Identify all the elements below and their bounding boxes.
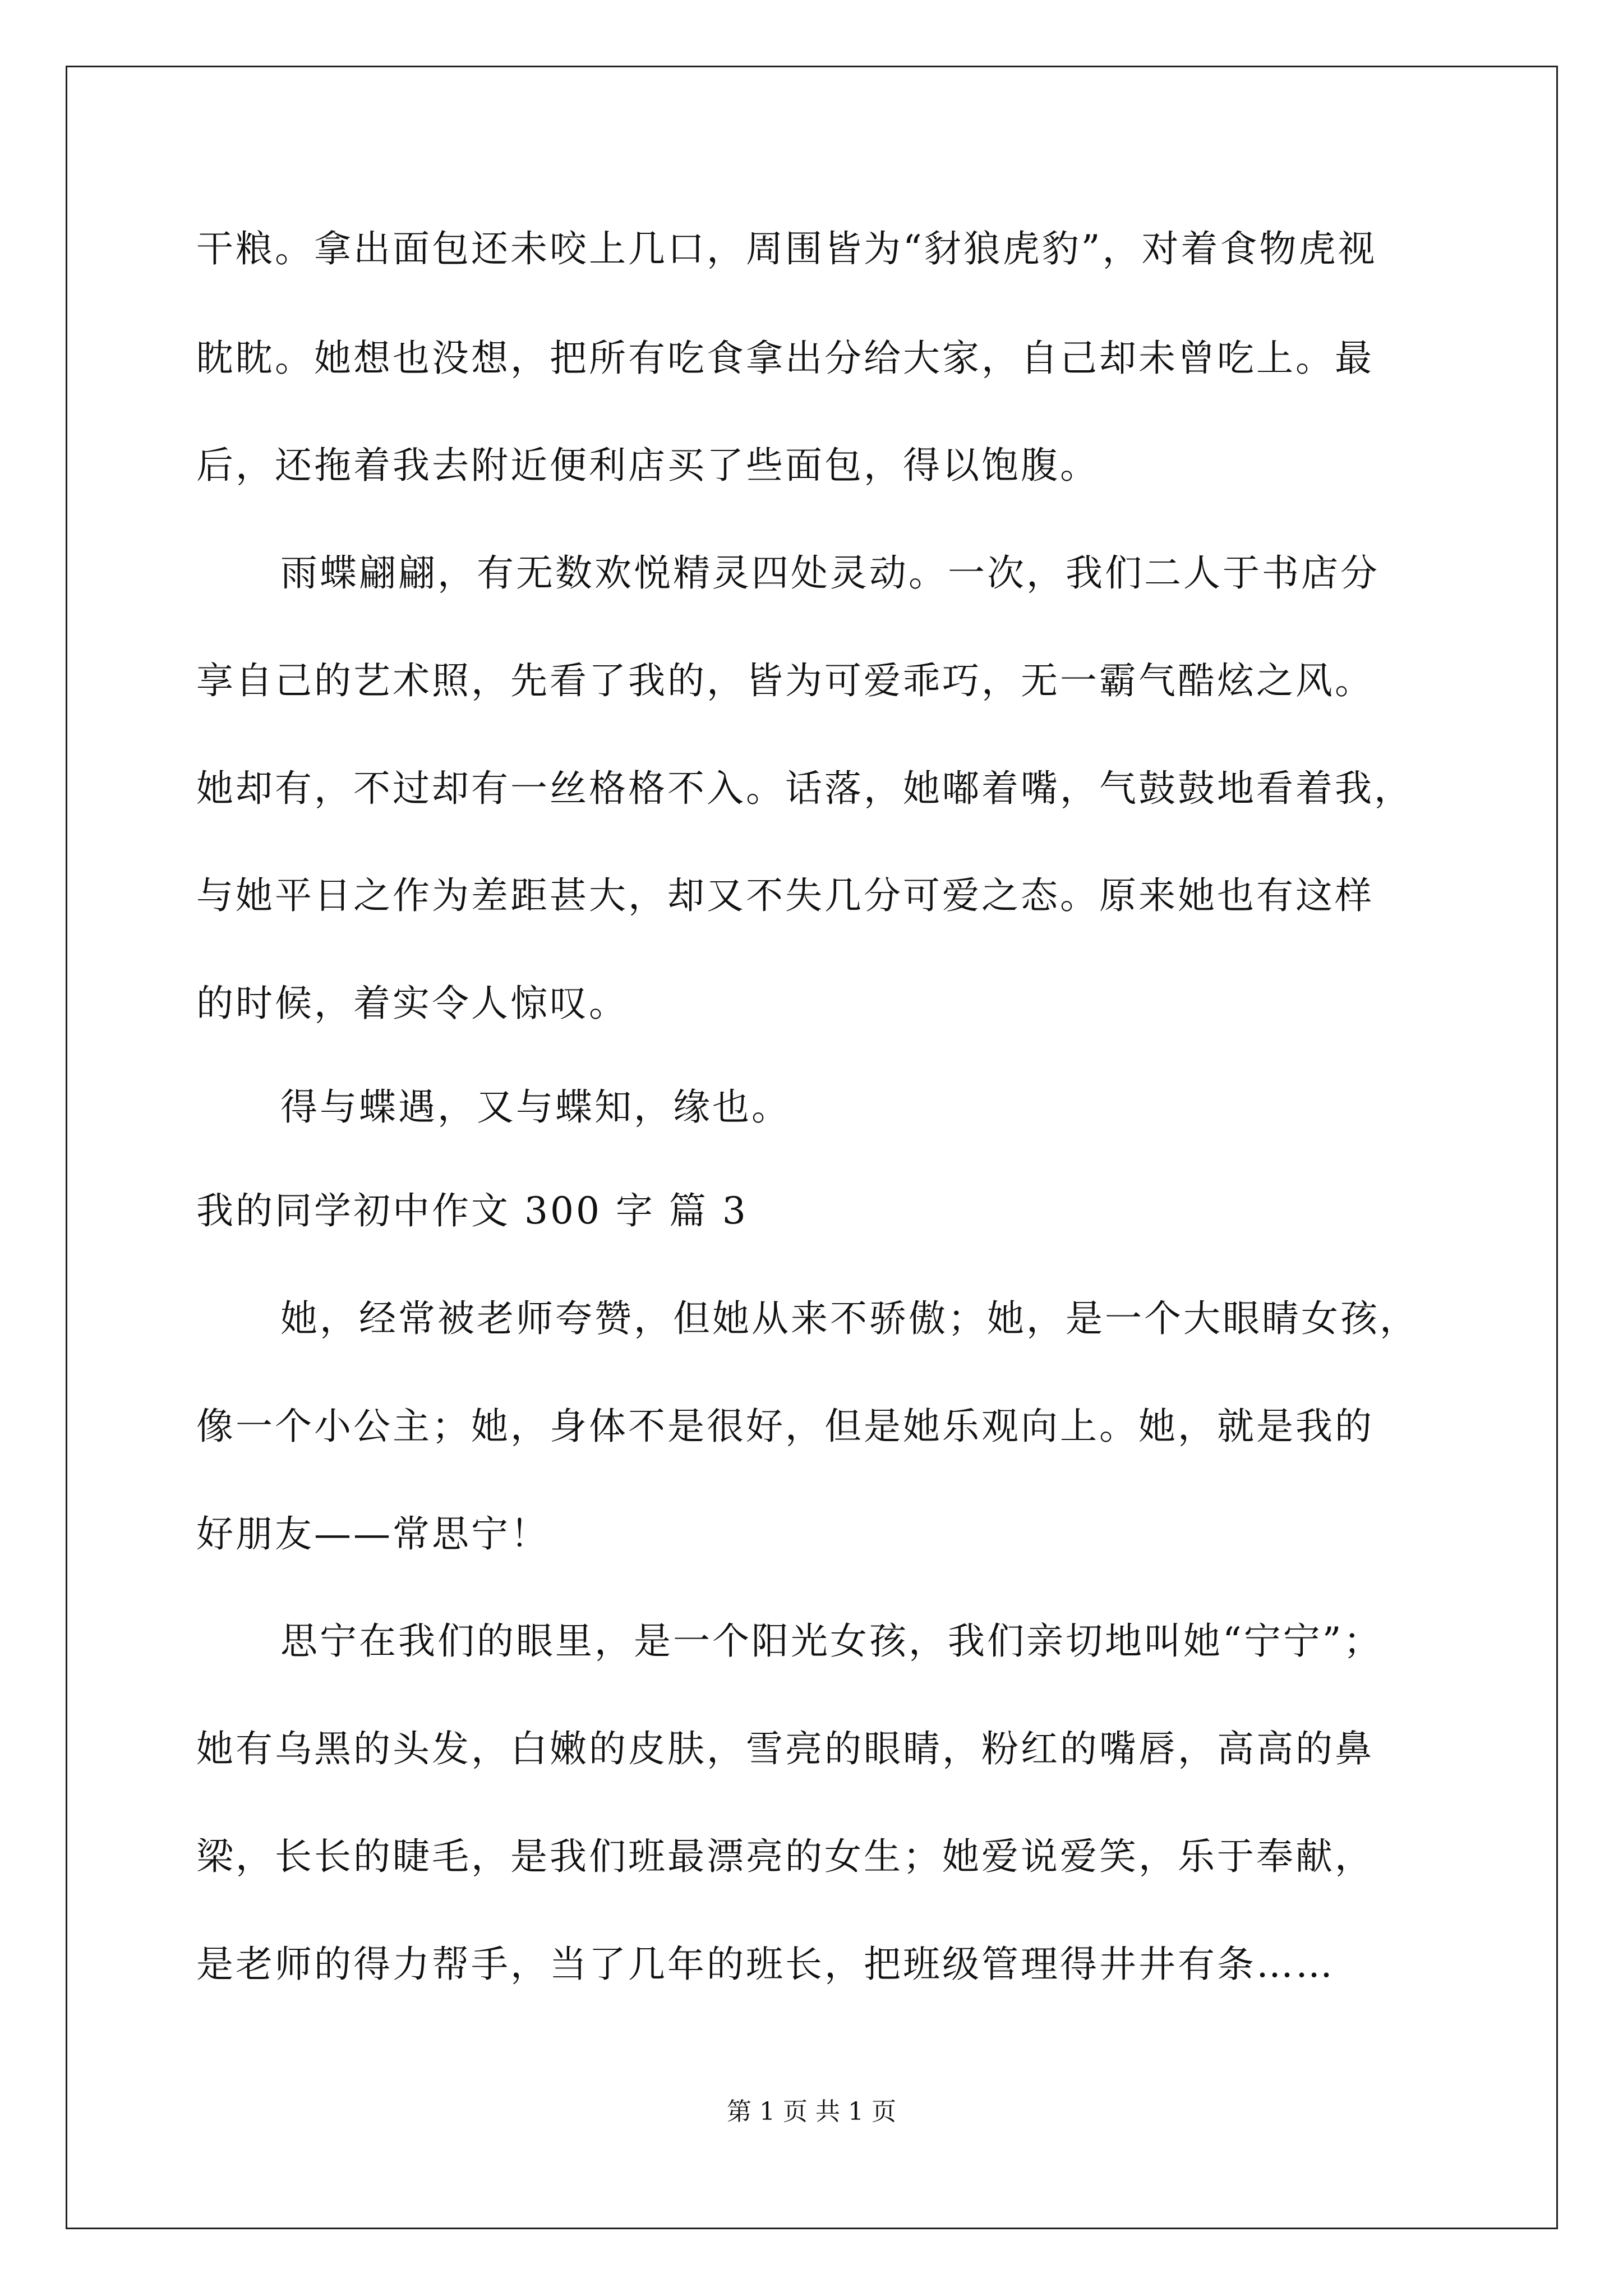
text-line: 享自己的艺术照，先看了我的，皆为可爱乖巧，无一霸气酷炫之风。: [196, 659, 1374, 702]
text-line: 像一个小公主；她，身体不是很好，但是她乐观向上。她，就是我的: [196, 1405, 1374, 1448]
paragraph-start-line: 思宁在我们的眼里，是一个阳光女孩，我们亲切地叫她“宁宁”；: [280, 1619, 1383, 1663]
text-line: 后，还拖着我去附近便利店买了些面包，得以饱腹。: [196, 444, 1099, 487]
text-line: 她有乌黑的头发，白嫩的皮肤，雪亮的眼睛，粉红的嘴唇，高高的鼻: [196, 1727, 1374, 1770]
text-line: 干粮。拿出面包还未咬上几口，周围皆为“豺狼虎豹”，对着食物虎视: [196, 227, 1377, 270]
text-line: 好朋友——常思宁！: [196, 1512, 550, 1556]
text-line: 她却有，不过却有一丝格格不入。话落，她嘟着嘴，气鼓鼓地看着我，: [196, 767, 1413, 810]
page-border: [66, 66, 1558, 2229]
paragraph-start-line: 她，经常被老师夸赞，但她从来不骄傲；她，是一个大眼睛女孩，: [280, 1297, 1419, 1340]
text-line: 的时候，着实令人惊叹。: [196, 982, 628, 1025]
section-heading: 我的同学初中作文 300 字 篇 3: [196, 1189, 748, 1232]
text-line: 梁，长长的睫毛，是我们班最漂亮的女生；她爱说爱笑，乐于奉献，: [196, 1835, 1374, 1878]
page-footer: 第 1 页 共 1 页: [727, 2097, 896, 2126]
paragraph-start-line: 得与蝶遇，又与蝶知，缘也。: [280, 1085, 791, 1129]
paragraph-start-line: 雨蝶翩翩，有无数欢悦精灵四处灵动。一次，我们二人于书店分: [280, 551, 1380, 595]
text-line: 眈眈。她想也没想，把所有吃食拿出分给大家，自己却未曾吃上。最: [196, 337, 1374, 380]
text-line: 与她平日之作为差距甚大，却又不失几分可爱之态。原来她也有这样: [196, 874, 1374, 917]
text-line: 是老师的得力帮手，当了几年的班长，把班级管理得井井有条……: [196, 1943, 1335, 1986]
